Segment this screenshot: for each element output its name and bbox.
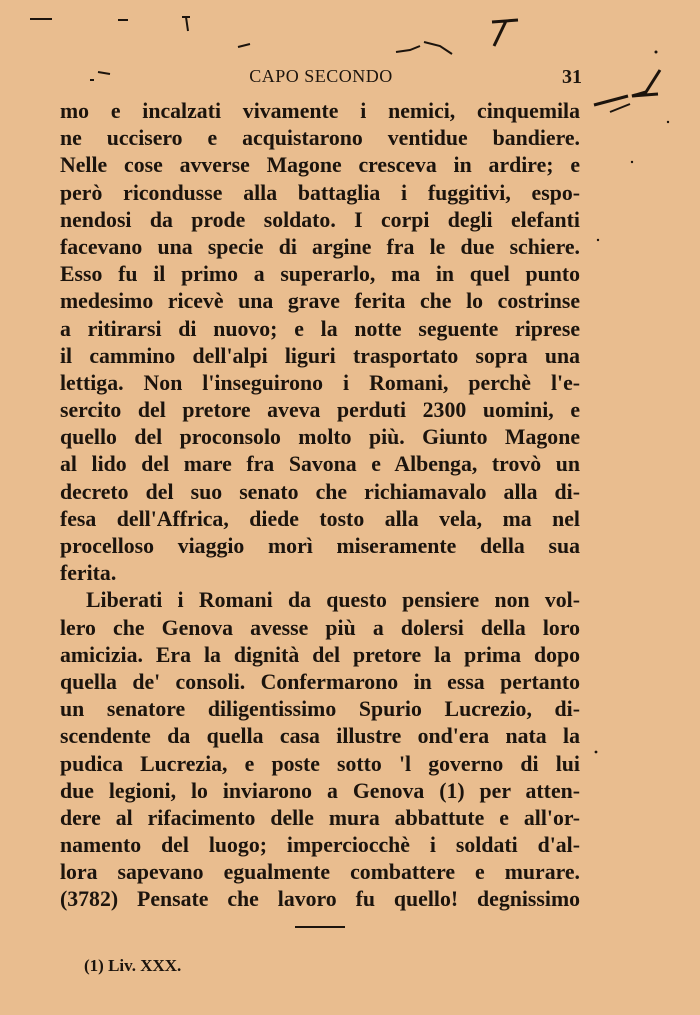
text-line: quella de' consoli. Confermarono in essa pertanto bbox=[60, 669, 580, 694]
text-line: lettiga. Non l'inseguirono i Romani, perchè l'e- bbox=[60, 370, 580, 395]
text-line: Nelle cose avverse Magone cresceva in ardire; e bbox=[60, 153, 580, 178]
text-line: il cammino dell'alpi liguri trasportato sopra una bbox=[60, 343, 580, 368]
text-line: (3782) Pensate che lavoro fu quello! degnissimo bbox=[60, 887, 580, 912]
text-line: nendosi da prode soldato. I corpi degli elefanti bbox=[60, 207, 580, 232]
text-line: mo e incalzati vivamente i nemici, cinquemila bbox=[60, 99, 580, 123]
text-line: amicizia. Era la dignità del pretore la prima dopo bbox=[60, 642, 580, 667]
text-line: fesa dell'Affrica, diede tosto alla vela, ma nel bbox=[60, 506, 580, 531]
text-line: sercito del pretore aveva perduti 2300 uomini, e bbox=[60, 398, 580, 423]
text-line: dere al rifacimento delle mura abbattute e all'or- bbox=[60, 805, 580, 830]
footnote: (1) Liv. XXX. bbox=[84, 956, 182, 975]
text-line: ne uccisero e acquistarono ventidue bandiere. bbox=[60, 126, 580, 151]
text-line: Liberati i Romani da questo pensiere non vol- bbox=[86, 588, 580, 613]
text-line: al lido del mare fra Savona e Albenga, trovò un bbox=[60, 452, 580, 477]
text-line: lora sapevano egualmente combattere e murare. bbox=[60, 860, 580, 885]
text-line: ferita. bbox=[60, 561, 117, 586]
text-line: un senatore diligentissimo Spurio Lucrezio, di- bbox=[60, 697, 580, 722]
text-line: quello del proconsolo molto più. Giunto Magone bbox=[60, 425, 580, 450]
body-text bbox=[60, 98, 580, 914]
footnote-divider bbox=[295, 926, 345, 928]
text-line: medesimo ricevè una grave ferita che lo costrinse bbox=[60, 289, 580, 314]
text-line: però ricondusse alla battaglia i fuggitivi, espo- bbox=[60, 180, 580, 205]
text-line: pudica Lucrezia, e poste sotto 'l governo di lui bbox=[60, 751, 580, 776]
page-number: 31 bbox=[562, 66, 582, 88]
text-line: facevano una specie di argine fra le due schiere. bbox=[60, 234, 580, 259]
text-line: lero che Genova avesse più a dolersi della loro bbox=[60, 615, 580, 640]
text-line: namento del luogo; imperciocchè i soldati d'al- bbox=[60, 833, 580, 858]
text-line: a ritirarsi di nuovo; e la notte seguente riprese bbox=[60, 316, 580, 341]
text-line: Esso fu il primo a superarlo, ma in quel punto bbox=[60, 262, 580, 287]
text-line: scendente da quella casa illustre ond'era nata la bbox=[60, 724, 580, 749]
running-title: CAPO SECONDO bbox=[249, 66, 393, 86]
text-line: due legioni, lo inviarono a Genova (1) per atten- bbox=[60, 778, 580, 803]
text-line: decreto del suo senato che richiamavalo alla di- bbox=[60, 479, 580, 504]
page-header bbox=[60, 66, 582, 94]
text-line: procelloso viaggio morì miseramente della sua bbox=[60, 534, 580, 558]
